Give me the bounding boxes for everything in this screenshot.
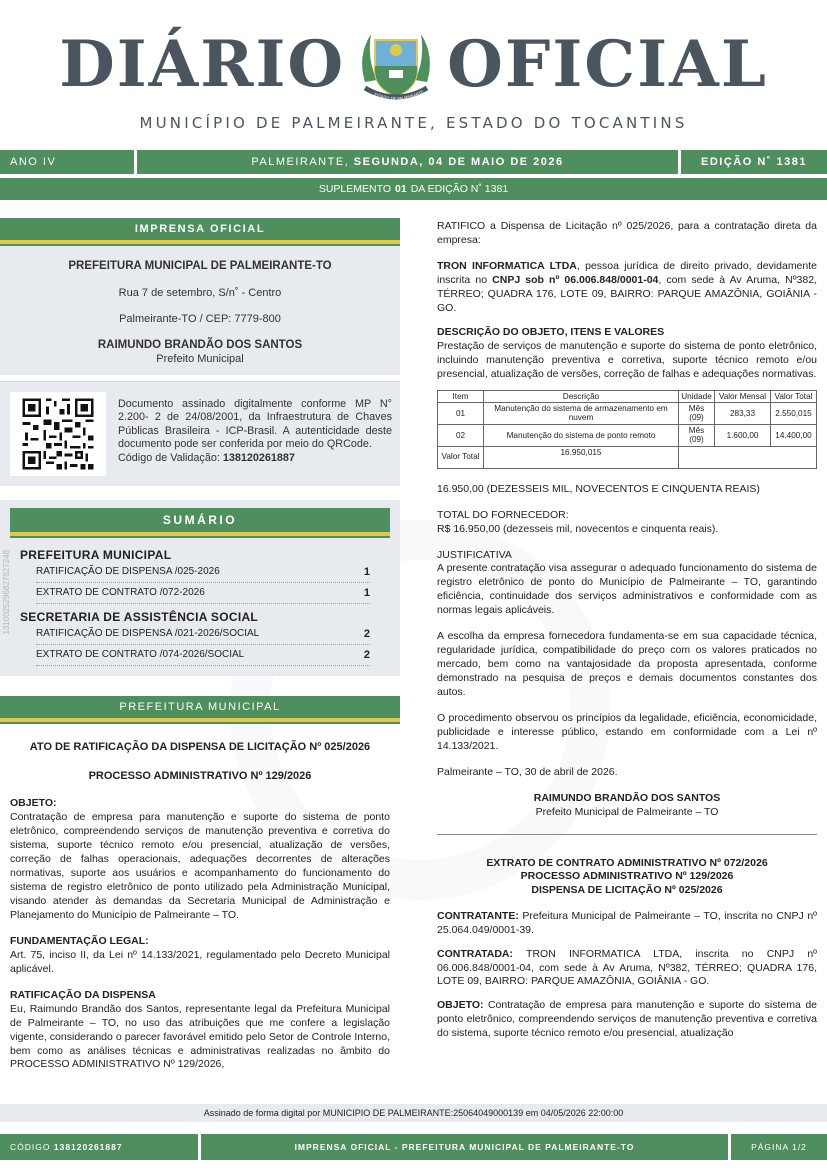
title-oficial: OFICIAL — [447, 27, 768, 102]
mayor-name: RAIMUNDO BRANDÃO DOS SANTOS — [97, 339, 303, 351]
table-cell: Manutenção do sistema de armazenamento em nuvem — [484, 402, 679, 424]
summary-item-page: 1 — [363, 587, 370, 599]
edition-number: EDIÇÃO N˚ 1381 — [681, 150, 827, 174]
table-header-row — [438, 390, 817, 402]
signer-name: RAIMUNDO BRANDÃO DOS SANTOS — [533, 791, 721, 804]
supplement-number: 01 — [395, 183, 407, 195]
validation-code: 138120261887 — [222, 451, 295, 464]
ato-document — [0, 724, 400, 1072]
imprensa-body — [0, 246, 400, 375]
justificativa-text-3: O procedimento observou os princípios da legalidade, eficiência, economicidade, publicidade e interesse público, estando em conformidade com a Lei nº 14.133/2021. — [437, 712, 817, 752]
empresa-cnpj: CNPJ sob nº 06.006.848/0001-04 — [492, 273, 659, 286]
supplement-bar — [0, 178, 827, 200]
org-name: PREFEITURA MUNICIPAL DE PALMEIRANTE-TO — [68, 260, 332, 272]
extrato-title-2: PROCESSO ADMINISTRATIVO Nº 129/2026 — [520, 870, 734, 883]
table-cell: Manutenção do sistema de ponto remoto — [484, 424, 679, 446]
vertical-code: 1310025296827827248 — [2, 550, 11, 635]
summary-item[interactable] — [36, 624, 370, 645]
table-cell: Valor Total — [438, 446, 484, 468]
date-bold: SEGUNDA, 04 DE MAIO DE 2026 — [353, 156, 564, 168]
mayor-role: Prefeito Municipal — [156, 353, 244, 365]
ratificacao-heading: RATIFICAÇÃO DA DISPENSA — [10, 988, 156, 1001]
footer-code — [0, 1134, 198, 1160]
summary-item-label: EXTRATO DE CONTRATO /074-2026/SOCIAL — [36, 649, 245, 660]
table-header: Item — [438, 390, 484, 402]
signature-block — [437, 792, 817, 820]
divider — [437, 834, 817, 835]
summary-section-title: SECRETARIA DE ASSISTÊNCIA SOCIAL — [20, 610, 259, 624]
contratada-value: TRON INFORMATICA LTDA, inscrita no CNPJ nº 06.006.848/0001-04, com sede à Av Aruma, Nº382, TÉRREO; QUADRA 176, LOTE 09, BAIRRO: PARQUE AMAZÔNIA, GOIÂNIA - GO. — [437, 947, 817, 988]
descricao-heading: DESCRIÇÃO DO OBJETO, ITENS E VALORES — [437, 325, 665, 338]
date-prefix: PALMEIRANTE, — [251, 156, 350, 168]
table-cell: Mês (09) — [679, 402, 715, 424]
summary-item[interactable] — [36, 562, 370, 583]
total-words: 16.950,00 (DEZESSEIS MIL, NOVECENTOS E CINQUENTA REAIS) — [437, 482, 760, 495]
edition-bar — [0, 150, 827, 174]
table-cell: 16.950,015 — [484, 446, 679, 468]
table-header: Unidade — [679, 390, 715, 402]
org-address: Rua 7 de setembro, S/n˚ - Centro — [118, 287, 282, 299]
edition-date — [137, 150, 678, 174]
items-table — [437, 390, 817, 469]
masthead — [0, 0, 827, 148]
extrato-objeto-label: OBJETO: — [437, 999, 484, 1012]
table-row — [438, 424, 817, 446]
footer-title: IMPRENSA OFICIAL - PREFEITURA MUNICIPAL DE PALMEIRANTE-TO — [201, 1134, 728, 1160]
empresa-text — [437, 260, 817, 316]
table-row — [438, 402, 817, 424]
ato-processo: PROCESSO ADMINISTRATIVO Nº 129/2026 — [88, 769, 312, 782]
imprensa-panel — [0, 218, 400, 375]
summary-item-page: 2 — [363, 628, 370, 640]
municipal-seal-icon — [353, 22, 439, 108]
footer-code-prefix: CÓDIGO — [10, 1142, 51, 1152]
justificativa-text-1: A presente contratação visa assegurar o adequado funcionamento do sistema de registro eletrônico de ponto do Município de Palmeirante – TO, garantindo eficiência, continuidade dos serviços administrativos e conformidade com as normas legais aplicáveis. — [437, 562, 817, 617]
extrato-objeto-text — [437, 999, 817, 1041]
contratada-text — [437, 948, 817, 990]
place-date: Palmeirante – TO, 30 de abril de 2026. — [437, 765, 618, 778]
fornecedor-text: R$ 16.950,00 (dezesseis mil, novecentos e cinquenta reais). — [437, 522, 719, 535]
digital-signature-box — [0, 381, 400, 486]
contratada-label: CONTRATADA: — [437, 947, 514, 960]
table-header: Valor Total — [771, 390, 817, 402]
masthead-subtitle: MUNICÍPIO DE PALMEIRANTE, ESTADO DO TOCANTINS — [139, 114, 688, 132]
table-cell-empty — [679, 446, 817, 468]
extrato-title-1: EXTRATO DE CONTRATO ADMINISTRATIVO Nº 072/2026 — [486, 856, 768, 869]
empresa-end: , com sede à Av Aruma, Nº382, TÉRREO; QUADRA 176, LOTE 09, BAIRRO: PARQUE AMAZÔNIA, GOIÂNIA - GO. — [437, 273, 817, 314]
validation-label: Código de Validação: — [118, 451, 220, 464]
table-cell: 2.550,015 — [771, 402, 817, 424]
table-cell: 01 — [438, 402, 484, 424]
left-column — [0, 218, 400, 1072]
ato-title: ATO DE RATIFICAÇÃO DA DISPENSA DE LICITAÇÃO Nº 025/2026 — [29, 741, 371, 753]
digital-signature-line: Assinado de forma digital por MUNICIPIO DE PALMEIRANTE:25064049000139 em 04/05/2026 22:00:00 — [0, 1104, 827, 1122]
table-header: Descrição — [484, 390, 679, 402]
title-diario: DIÁRIO — [59, 27, 346, 102]
objeto-text: Contratação de empresa para manutenção e suporte do sistema de ponto eletrônico, compreendendo serviços de manutenção preventiva e corretiva do sistema, suporte técnico remoto e/ou presencial, atualização de versões, correção de falhas operacionais, adequações decorrentes de alterações normativas, suporte aos usuários e acompanhamento do funcionamento do sistema de registro eletrônico de ponto utilizado pela Administração Municipal, visando atender às demandas da Secretaria Municipal de Administração e Planejamento do Município de Palmeirante – TO. — [10, 811, 390, 921]
footer-code-value: 138120261887 — [53, 1142, 123, 1152]
summary-item-label: EXTRATO DE CONTRATO /072-2026 — [36, 587, 205, 598]
extrato-title-3: DISPENSA DE LICITAÇÃO Nº 025/2026 — [531, 884, 723, 897]
table-cell: 1.600,00 — [715, 424, 771, 446]
signature-text — [118, 392, 392, 476]
empresa-mid: , pessoa jurídica de direito privado, devidamente inscrita no — [437, 259, 817, 286]
table-cell: Mês (09) — [679, 424, 715, 446]
justificativa-heading: JUSTIFICATIVA — [437, 548, 512, 561]
ratifico-text: RATIFICO a Dispensa de Licitação nº 025/2026, para a contratação direta da empresa: — [437, 220, 817, 246]
summary-item-page: 1 — [363, 566, 370, 578]
masthead-title — [0, 22, 827, 108]
summary-item-label: RATIFICAÇÃO DE DISPENSA /025-2026 — [36, 566, 220, 577]
summary-green-stripe — [10, 536, 390, 538]
descricao-text: Prestação de serviços de manutenção e suporte do sistema de ponto eletrônico, incluindo manutenção preventiva e corretiva, suporte técnico remoto e/ou presencial, atualização de versões, correção de falhas e adequações normativas. — [437, 339, 817, 380]
supplement-suffix: DA EDIÇÃO N˚ 1381 — [410, 183, 509, 195]
justificativa-text-2: A escolha da empresa fornecedora fundamenta-se em sua capacidade técnica, regularidade jurídica, compatibilidade do preço com os valores praticados no mercado, bem como na vantajosidade da proposta apresentada, conforme demonstrado na pesquisa de preços e demais documentos constantes dos autos. — [437, 630, 817, 699]
summary-panel — [0, 500, 400, 676]
fornecedor-heading: TOTAL DO FORNECEDOR: — [437, 508, 569, 521]
objeto-heading: OBJETO: — [10, 797, 57, 810]
summary-item-page: 2 — [363, 649, 370, 661]
prefeitura-section-header: PREFEITURA MUNICIPAL — [0, 696, 400, 718]
table-cell: 02 — [438, 424, 484, 446]
table-total-row — [438, 446, 817, 468]
contratante-text — [437, 910, 817, 938]
footer-page: PÁGINA 1/2 — [731, 1134, 827, 1160]
seal-text: ESTADO DE PALMEIRANTE — [373, 89, 425, 102]
ano-label: ANO IV — [0, 150, 134, 174]
fundamentacao-heading: FUNDAMENTAÇÃO LEGAL: — [10, 934, 149, 947]
signature-body: Documento assinado digitalmente conforme MP N° 2.200- 2 de 24/08/2001, da Infraestrutura de Chaves Públicas Brasileira - ICP-Brasil. A autenticidade deste documento pode ser conferida por meio do QRCode. — [118, 398, 392, 451]
contratante-value: Prefeitura Municipal de Palmeirante – TO, inscrita no CNPJ nº 25.064.049/0001-39. — [437, 909, 817, 936]
footer-bar — [0, 1134, 827, 1160]
signer-role: Prefeito Municipal de Palmeirante – TO — [535, 805, 719, 818]
extrato-title — [437, 857, 817, 898]
fundamentacao-text: Art. 75, inciso II, da Lei nº 14.133/2021, regulamentado pelo Decreto Municipal aplicável. — [10, 948, 390, 975]
summary-header: SUMÁRIO — [10, 508, 390, 532]
summary-section-title: PREFEITURA MUNICIPAL — [20, 548, 172, 562]
empresa-name: TRON INFORMATICA LTDA — [437, 259, 577, 272]
contratante-label: CONTRATANTE: — [437, 909, 519, 922]
imprensa-header: IMPRENSA OFICIAL — [0, 218, 400, 240]
ratificacao-text: Eu, Raimundo Brandão dos Santos, representante legal da Prefeitura Municipal de Palmeirante – TO, no uso das atribuições que me confere a legislação vigente, considerando o parecer favorável emitido pelo Setor de Controle Interno, bem como as análises técnicas e administrativas realizadas no âmbito do PROCESSO ADMINISTRATIVO Nº 129/2026, — [10, 1002, 390, 1071]
extrato-objeto-value: Contratação de empresa para manutenção e suporte do sistema de ponto eletrônico, compreendendo serviços de manutenção preventiva e corretiva do sistema, suporte técnico remoto e/ou presencial, atualização — [437, 999, 817, 1040]
org-city: Palmeirante-TO / CEP: 7779-800 — [119, 313, 281, 325]
qrcode-icon[interactable] — [10, 392, 106, 476]
summary-item-label: RATIFICAÇÃO DE DISPENSA /021-2026/SOCIAL — [36, 628, 260, 639]
table-cell: 14.400,00 — [771, 424, 817, 446]
table-header: Valor Mensal — [715, 390, 771, 402]
summary-item[interactable] — [36, 645, 370, 666]
summary-item[interactable] — [36, 583, 370, 604]
right-column — [437, 220, 817, 1041]
supplement-prefix: SUPLEMENTO — [318, 183, 392, 195]
table-cell: 283,33 — [715, 402, 771, 424]
